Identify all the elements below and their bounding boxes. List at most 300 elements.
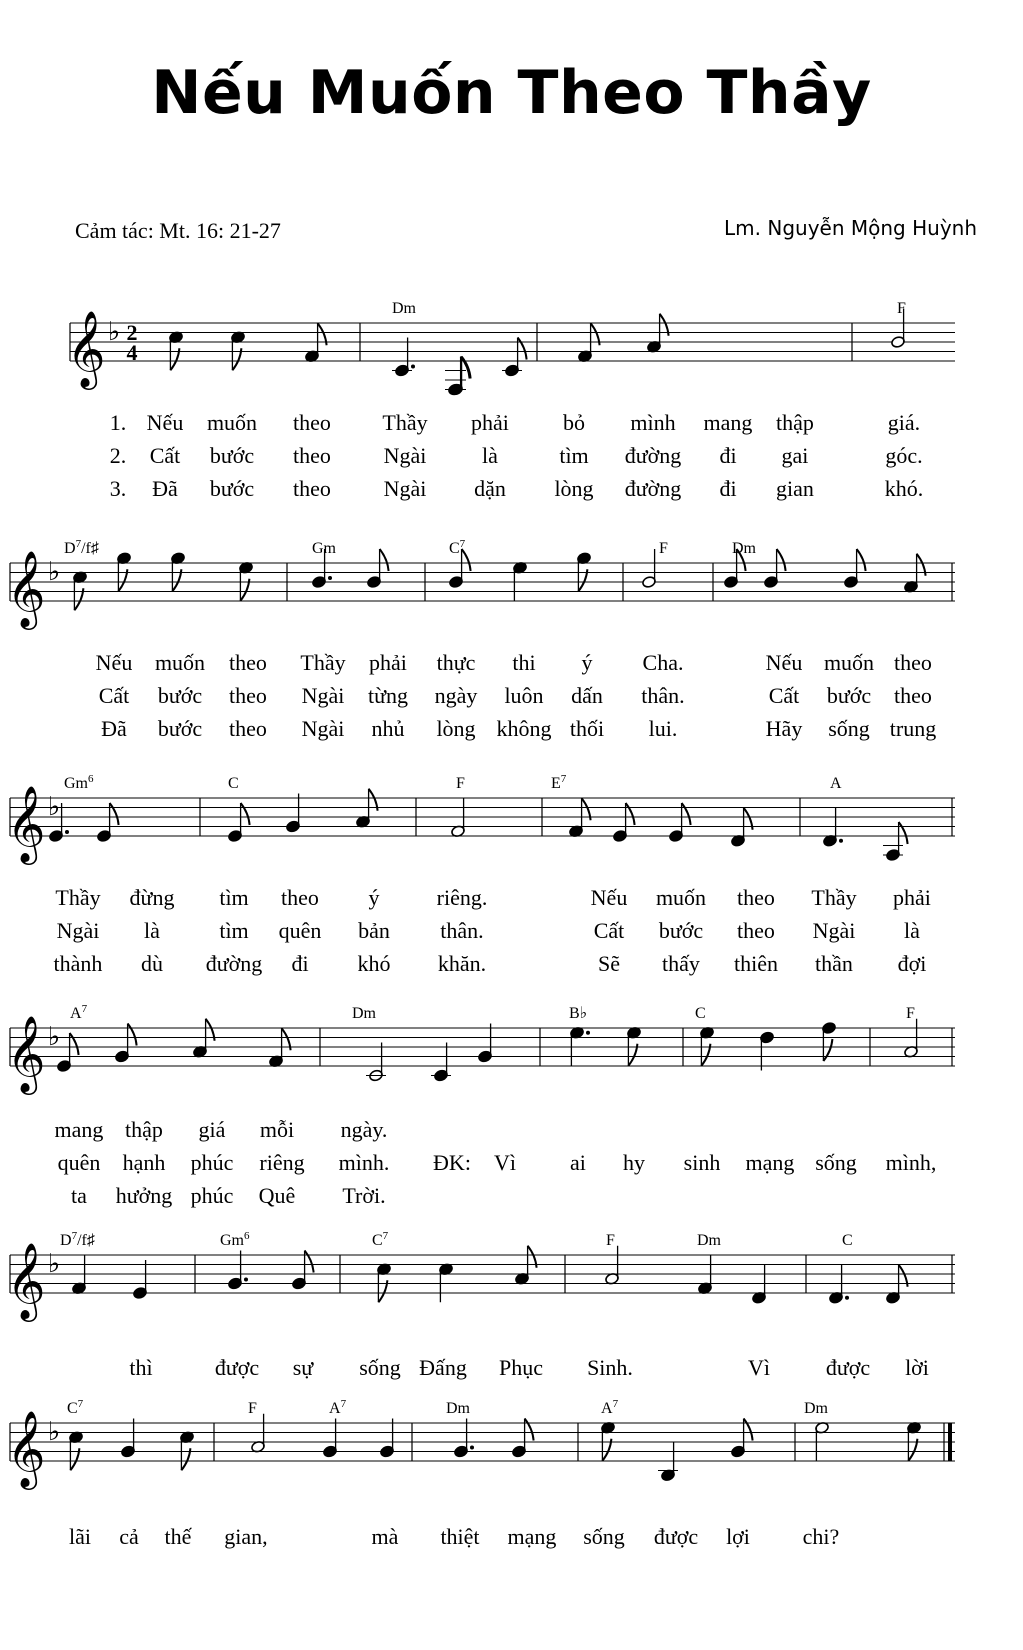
note [698,1255,713,1294]
lyric-syllable: mình. [338,1150,390,1175]
lyric-syllable: góc. [885,443,923,468]
lyric-syllable: bước [157,683,203,708]
treble-clef-icon: 𝄞 [66,310,106,387]
note [380,1419,395,1458]
lyric-syllable: 3. [109,476,127,501]
lyrics-verse-2 [99,683,932,708]
lyric-syllable: thấy [662,951,700,976]
lyric-syllable: Ngài [812,918,856,943]
lyric-syllable: quên [57,1150,101,1175]
chord-label: Dm [392,300,416,317]
lyric-syllable: gai [781,443,809,468]
lyric-syllable: khó. [884,476,924,501]
lyric-syllable: Nếu [765,650,803,675]
chord-symbol [897,300,906,317]
augmentation-dot [586,1031,590,1035]
lyrics-verse-2 [58,1150,937,1175]
lyric-syllable: tìm [219,918,249,943]
lyric-syllable: thần [815,951,853,976]
note [577,552,592,591]
lyric-syllable: thành [53,951,103,976]
lyric-syllable: đừng [129,885,175,910]
chord-label: Gm [312,540,336,557]
lyric-syllable: Cha. [642,650,684,675]
lyric-syllable: lãi [69,1524,91,1549]
chord-symbol [64,773,94,792]
time-signature-bottom: 4 [126,340,138,365]
note [73,571,88,610]
lyric-syllable: được [653,1524,699,1549]
chord-label: A [830,775,842,792]
lyric-syllable: theo [293,443,331,468]
lyric-syllable: Quê [258,1183,296,1208]
lyric-syllable: thối [569,716,605,741]
lyric-syllable: thiên [734,951,778,976]
lyric-syllable: bước [658,918,704,943]
note [377,1263,392,1302]
lyric-syllable: tìm [219,885,249,910]
lyric-syllable: muốn [206,410,258,435]
lyric-syllable: riêng [259,1150,305,1175]
lyric-syllable: muốn [154,650,206,675]
lyric-syllable: Ngài [383,476,427,501]
lyric-syllable: gian, [224,1524,268,1549]
note-flag [305,1251,314,1273]
treble-clef-icon: 𝄞 [6,1242,46,1319]
lyric-syllable: theo [293,476,331,501]
staff-system-1 [66,300,955,501]
lyric-syllable: thi [512,650,536,675]
lyric-syllable: luôn [504,683,544,708]
key-signature-flat-icon: ♭ [47,792,61,822]
note [904,554,926,593]
staff-system-5 [6,1230,955,1380]
augmentation-dot [470,1446,474,1450]
note [69,1431,84,1470]
lyric-syllable: giá. [887,410,921,435]
augmentation-dot [845,1296,849,1300]
note [822,1022,837,1061]
treble-clef-icon: 𝄞 [6,550,46,627]
chord-label: Gm$^6$ [220,1230,250,1249]
chord-label: F [248,1400,257,1417]
staff-system-3 [6,773,955,976]
lyric-syllable: thế [164,1524,192,1549]
lyric-syllable: Cất [768,683,800,708]
note [904,1019,919,1058]
augmentation-dot [411,365,415,369]
lyric-syllable: mỗi [259,1117,295,1142]
note [760,1031,775,1070]
note [700,1026,715,1065]
lyrics-verse-1 [96,650,932,675]
note [752,1265,767,1304]
lyric-syllable: lời [905,1355,929,1380]
lyrics-verse-2 [110,443,923,468]
lyric-syllable: bước [209,443,255,468]
key-signature-flat-icon: ♭ [47,1249,61,1279]
note [269,1028,291,1067]
chord-label: Dm [697,1232,721,1249]
lyric-syllable: mang [54,1117,104,1142]
note [605,1246,620,1285]
note [601,1421,616,1460]
note [907,1421,922,1460]
composer: Lm. Nguyễn Mộng Huỳnh [724,216,977,240]
lyric-syllable: sự [292,1355,314,1380]
lyric-syllable: phúc [190,1150,234,1175]
lyric-syllable: Cất [149,443,181,468]
lyric-syllable: Vì [748,1355,770,1380]
note [323,1419,338,1458]
lyric-syllable: mạng [507,1524,557,1549]
lyric-syllable: dặn [474,476,506,501]
lyrics-verse-1 [129,1355,929,1380]
note [231,331,246,370]
lyric-syllable: mình [630,410,676,435]
lyric-syllable: sống [815,1150,857,1175]
lyric-syllable: Thầy [382,410,428,435]
lyric-syllable: trung [889,716,937,741]
note-flag [682,803,691,825]
chord-label: $C^7$ [372,1230,389,1249]
note-flag [518,338,527,360]
chord-label: Dm [446,1400,470,1417]
note [431,1043,451,1082]
lyrics-verse-1 [69,1524,839,1549]
lyric-syllable: Ngài [383,443,427,468]
note [356,789,378,828]
lyric-syllable: ngày. [340,1117,388,1142]
note [570,1026,590,1065]
note-flag [823,1039,832,1061]
lyric-syllable: khăn. [437,951,487,976]
lyrics-verse-3 [71,1183,386,1208]
note [366,1043,386,1082]
lyric-syllable: phải [471,410,509,435]
chord-symbol [830,775,842,792]
lyric-syllable: thì [129,1355,153,1380]
lyric-syllable: sống [583,1524,625,1549]
augmentation-dot [65,830,69,834]
lyric-syllable: ý [581,650,593,675]
note [169,331,184,370]
chord-symbol [449,538,466,557]
lyric-syllable: mang [703,410,753,435]
lyric-syllable: theo [293,410,331,435]
lyric-syllable: Cất [593,918,625,943]
note [121,1419,136,1458]
note [731,808,753,847]
note [239,561,254,600]
lyric-syllable: Phục [499,1355,543,1380]
lyric-syllable: theo [737,885,775,910]
lyrics-verse-1 [110,410,920,435]
chord-label: Dm [804,1400,828,1417]
lyric-syllable: theo [281,885,319,910]
note [133,1260,148,1299]
note [829,1265,849,1304]
note-flag [777,549,786,571]
chord-label: $C^7$ [67,1398,84,1417]
chord-symbol [906,1005,915,1022]
lyric-syllable: lợi [726,1524,750,1549]
lyric-syllable: dấn [571,683,603,708]
treble-clef-icon: 𝄞 [6,1015,46,1092]
chord-symbol [456,775,465,792]
note [502,338,527,377]
lyric-syllable: quên [278,918,322,943]
note [439,1263,454,1302]
chord-label: F [456,775,465,792]
lyric-syllable: phải [369,650,407,675]
note [451,798,466,837]
lyric-syllable: Cất [98,683,130,708]
lyric-syllable: nhủ [371,716,405,741]
lyric-syllable: bước [826,683,872,708]
lyric-syllable: ai [570,1150,586,1175]
staff-system-2 [6,538,955,741]
staff-system-6 [6,1398,955,1549]
chord-label: F [659,540,668,557]
lyric-syllable: bước [157,716,203,741]
chord-label: Dm [732,540,756,557]
chord-symbol [446,1400,471,1417]
chord-label: C [695,1005,706,1022]
note-flag [128,1024,137,1046]
note-flag [899,822,908,844]
lyric-syllable: thực [436,650,476,675]
lyric-syllable: Đã [152,476,178,501]
augmentation-dot [244,1278,248,1282]
lyric-syllable: bước [209,476,255,501]
lyric-syllable: thiệt [440,1524,480,1549]
chord-label: Gm$^6$ [64,773,94,792]
lyric-syllable: lòng [436,716,476,741]
chord-label: $D^7/f♯$ [60,1230,95,1249]
lyric-syllable: Thầy [300,650,346,675]
lyric-syllable: thân. [440,918,484,943]
lyric-syllable: ý [368,885,380,910]
lyric-syllable: dù [141,951,163,976]
key-signature-flat-icon: ♭ [47,1417,61,1447]
lyric-syllable: là [904,918,920,943]
chord-symbol [569,1005,587,1022]
chord-symbol [697,1232,722,1249]
lyric-syllable: Ngài [301,683,345,708]
lyric-syllable: đường [205,951,263,976]
lyric-syllable: thập [125,1117,163,1142]
chord-symbol [804,1400,829,1417]
note [251,1414,266,1453]
lyric-syllable: lòng [554,476,594,501]
note [193,1019,215,1058]
lyric-syllable: Trời. [342,1183,386,1208]
chord-symbol [732,540,757,557]
scripture-source: Cảm tác: Mt. 16: 21-27 [75,218,281,243]
key-signature-flat-icon: ♭ [47,1022,61,1052]
lyric-syllable: Đấng [419,1355,467,1380]
lyric-syllable: đi [719,476,737,501]
lyric-syllable: theo [229,683,267,708]
lyric-syllable: Sẽ [598,951,620,976]
lyric-syllable: không [496,716,552,741]
note [515,1246,537,1285]
note [171,552,186,591]
lyric-syllable: ĐK: [433,1150,471,1175]
note [883,822,908,861]
chord-label: $A^7$ [601,1398,619,1417]
augmentation-dot [328,576,332,580]
chord-symbol [67,1398,84,1417]
lyric-syllable: Đã [101,716,127,741]
chord-label: $A^7$ [70,1003,88,1022]
chord-symbol [606,1232,615,1249]
time-signature [127,320,138,365]
lyric-syllable: ngày [434,683,478,708]
note [823,808,843,847]
staff-system-4 [6,1003,955,1208]
lyric-syllable: bản [358,918,390,943]
lyric-syllable: Thầy [811,885,857,910]
chord-symbol [352,1005,377,1022]
final-barline-thick [948,1423,952,1461]
note [578,323,600,362]
lyric-syllable: cả [119,1524,139,1549]
lyric-syllable: Nếu [146,410,184,435]
key-signature-flat-icon: ♭ [47,557,61,587]
lyric-syllable: lui. [648,716,678,741]
chord-label: $D^7/f♯$ [64,538,99,557]
chord-label: F [906,1005,915,1022]
chord-label: $A^7$ [329,1398,347,1417]
key-signature-flat-icon: ♭ [107,317,121,347]
chord-symbol [392,300,417,317]
lyric-syllable: tìm [559,443,589,468]
note-flag [110,803,119,825]
lyric-syllable: theo [737,918,775,943]
lyric-syllable: từng [367,683,409,708]
note [305,323,327,362]
lyric-syllable: thập [776,410,814,435]
chord-label: Dm [352,1005,376,1022]
note-flag [744,1419,753,1441]
lyric-syllable: giá [198,1117,226,1142]
lyrics-verse-1 [55,1117,388,1142]
chord-symbol [248,1400,257,1417]
lyric-syllable: hạnh [122,1150,166,1175]
lyrics-verse-2 [57,918,921,943]
lyric-syllable: muốn [823,650,875,675]
note [569,798,591,837]
lyric-syllable: Sinh. [587,1355,633,1380]
lyric-syllable: bỏ [563,410,585,435]
lyric-syllable: là [482,443,498,468]
note [815,1421,830,1460]
chord-symbol [551,773,567,792]
augmentation-dot [839,839,843,843]
lyric-syllable: đợi [897,951,927,976]
chord-label: C [228,775,239,792]
chord-label: F [897,300,906,317]
lyric-syllable: mạng [745,1150,795,1175]
song-title: Nếu Muốn Theo Thầy [151,58,872,128]
lyric-syllable: Vì [494,1150,516,1175]
note-flag [241,803,250,825]
lyric-syllable: riêng. [436,885,488,910]
chord-symbol [842,1232,853,1249]
chord-symbol [70,1003,88,1022]
note [642,549,657,588]
lyric-syllable: Ngài [301,716,345,741]
lyric-syllable: sống [359,1355,401,1380]
chord-symbol [601,1398,619,1417]
chord-symbol [228,775,239,792]
lyric-syllable: ta [71,1183,87,1208]
note [627,1026,642,1065]
chord-symbol [659,540,668,557]
note [513,561,528,600]
lyric-syllable: đi [719,443,737,468]
lyric-syllable: gian [776,476,814,501]
lyric-syllable: đi [291,951,309,976]
note-flag [525,1419,534,1441]
note [286,794,301,833]
lyric-syllable: theo [894,683,932,708]
treble-clef-icon: 𝄞 [6,1410,46,1487]
note [886,1265,908,1304]
note [647,314,669,353]
lyric-syllable: phúc [190,1183,234,1208]
lyric-syllable: đường [624,443,682,468]
lyric-syllable: Ngài [56,918,100,943]
note [658,1442,678,1481]
lyric-syllable: sống [828,716,870,741]
lyric-syllable: theo [229,650,267,675]
note-flag [70,1033,79,1055]
chord-label: B♭ [569,1005,588,1022]
lyric-syllable: hy [623,1150,645,1175]
lyric-syllable: sinh [683,1150,721,1175]
lyric-syllable: là [144,918,160,943]
lyric-syllable: 2. [109,443,127,468]
chord-label: $C^7$ [449,538,466,557]
lyric-syllable: mình, [885,1150,937,1175]
chord-symbol [372,1230,389,1249]
note [117,552,132,591]
lyric-syllable: khó [357,951,391,976]
lyrics-verse-3 [101,716,936,741]
lyric-syllable: thân. [641,683,685,708]
lyric-syllable: được [825,1355,871,1380]
note-flag [462,549,471,571]
note-flag [380,549,389,571]
lyric-syllable: theo [894,650,932,675]
lyrics-verse-3 [110,476,924,501]
note [72,1255,87,1294]
chord-symbol [60,1230,95,1249]
note [392,338,415,377]
lyric-syllable: muốn [655,885,707,910]
time-signature-top: 2 [126,320,138,345]
lyric-syllable: Nếu [590,885,628,910]
treble-clef-icon: 𝄞 [6,785,46,862]
chord-label: C [842,1232,853,1249]
lyric-syllable: phải [893,885,931,910]
note [180,1431,195,1470]
lyric-syllable: theo [229,716,267,741]
lyric-syllable: hưởng [115,1183,173,1208]
